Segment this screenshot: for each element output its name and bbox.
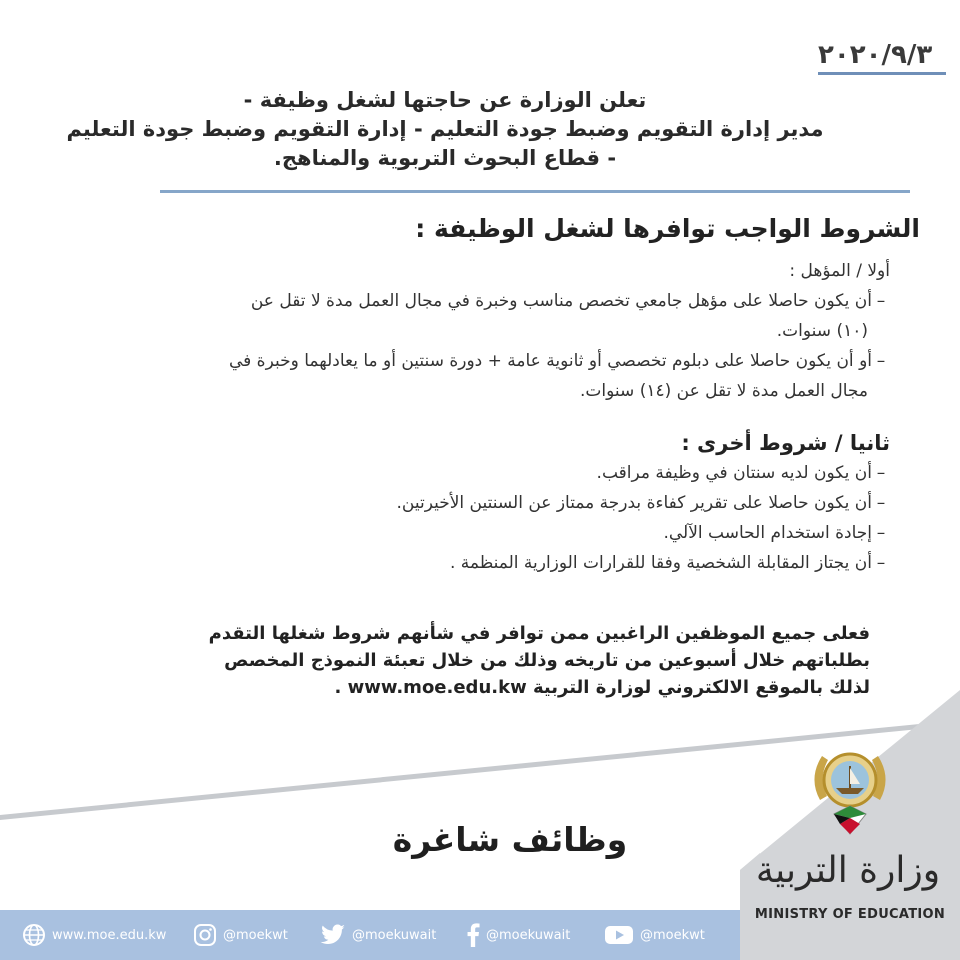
twitter-handle: @moekuwait [352, 927, 437, 943]
date-underline [818, 72, 946, 75]
closing-line-2: بطلباتهم خلال أسبوعين من تاريخه وذلك من خلال تعبئة النموذج المخصص [224, 650, 870, 671]
twitter-link[interactable] [320, 910, 436, 960]
other-conditions-section [30, 428, 890, 578]
condition-item [30, 518, 890, 548]
facebook-icon [466, 923, 480, 947]
instagram-link[interactable] [193, 910, 288, 960]
item-text-line-2: (١٠) سنوات. [776, 321, 868, 341]
conditions-title: الشروط الواجب توافرها لشغل الوظيفة : [415, 214, 920, 243]
qualification-section [30, 256, 890, 406]
condition-item [30, 458, 890, 488]
announcement-divider [160, 190, 910, 193]
announcement-line-2: مدير إدارة التقويم وضبط جودة التعليم - إدارة التقويم وضبط جودة التعليم [66, 117, 824, 141]
item-dash: – [876, 463, 886, 483]
item-dash: – [876, 351, 886, 371]
facebook-handle: @moekuwait [486, 927, 571, 943]
qualification-item [30, 346, 890, 406]
item-text: أن يجتاز المقابلة الشخصية وفقا للقرارات الوزارية المنظمة . [449, 553, 872, 573]
item-text-line-2: مجال العمل مدة لا تقل عن (١٤) سنوات. [580, 381, 868, 401]
condition-item [30, 548, 890, 578]
announcement-line-1: تعلن الوزارة عن حاجتها لشغل وظيفة - [243, 88, 647, 112]
announcement-date: ٢٠٢٠/٩/٣ [818, 40, 933, 70]
closing-line-1: فعلى جميع الموظفين الراغبين ممن توافر في شأنهم شروط شغلها التقدم [208, 623, 870, 644]
closing-line-3: لذلك بالموقع الالكتروني لوزارة التربية www.moe.edu.kw . [334, 677, 870, 698]
youtube-handle: @moekwt [640, 927, 705, 943]
item-dash: – [876, 553, 886, 573]
announcement-line-3: - قطاع البحوث التربوية والمناهج. [273, 146, 617, 170]
social-footer [0, 910, 740, 960]
instagram-icon [193, 923, 217, 947]
other-conditions-heading: ثانيا / شروط أخرى : [681, 431, 890, 455]
item-text-line-1: أن يكون حاصلا على مؤهل جامعي تخصص مناسب وخبرة في مجال العمل مدة لا تقل عن [250, 291, 872, 311]
twitter-icon [320, 924, 346, 946]
qualification-heading: أولا / المؤهل : [789, 261, 890, 281]
vacancies-label: وظائف شاغرة [392, 820, 628, 859]
item-dash: – [876, 523, 886, 543]
item-dash: – [876, 493, 886, 513]
ministry-name-english: MINISTRY OF EDUCATION [754, 907, 946, 922]
kuwait-emblem-icon [800, 738, 900, 838]
website-link[interactable] [22, 910, 166, 960]
item-text: أن يكون لديه سنتان في وظيفة مراقب. [596, 463, 872, 483]
item-text-line-1: أو أن يكون حاصلا على دبلوم تخصصي أو ثانوية عامة + دورة سنتين أو ما يعادلهما وخبرة في [228, 351, 872, 371]
item-text: إجادة استخدام الحاسب الآلي. [663, 523, 872, 543]
closing-paragraph [110, 620, 870, 701]
youtube-icon [604, 924, 634, 946]
qualification-item [30, 286, 890, 346]
item-text: أن يكون حاصلا على تقرير كفاءة بدرجة ممتاز عن السنتين الأخيرتين. [396, 493, 872, 513]
announcement-text [30, 86, 860, 173]
ministry-name-arabic: وزارة التربية [755, 850, 941, 891]
globe-icon [22, 923, 46, 947]
youtube-link[interactable] [604, 910, 705, 960]
website-text: www.moe.edu.kw [52, 927, 167, 943]
instagram-handle: @moekwt [223, 927, 288, 943]
facebook-link[interactable] [466, 910, 570, 960]
item-dash: – [876, 291, 886, 311]
condition-item [30, 488, 890, 518]
